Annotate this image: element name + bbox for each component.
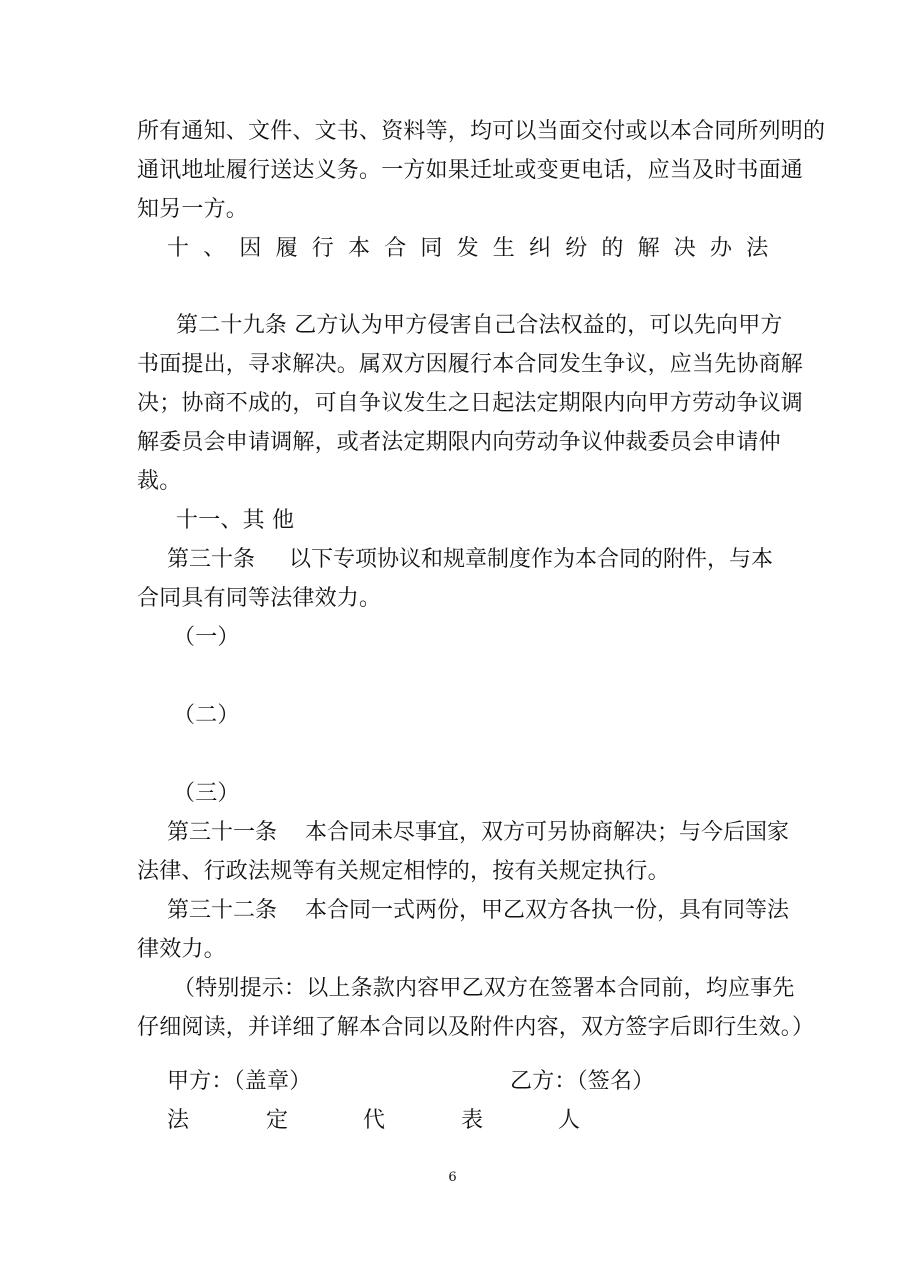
special-note-line-2: 仔细阅读，并详细了解本合同以及附件内容，双方签字后即行生效。） <box>137 1015 815 1040</box>
article-29-line-5: 裁。 <box>137 469 182 494</box>
article-29-line-1: 第二十九条 乙方认为甲方侵害自己合法权益的，可以先向甲方 <box>176 313 783 338</box>
legal-rep-char-1: 法 <box>167 1108 190 1133</box>
article-30-line-1 <box>167 545 773 575</box>
article-32-line-2: 律效力。 <box>137 937 226 962</box>
special-note-line-1: （特别提示：以上条款内容甲乙双方在签署本合同前，均应事先 <box>173 976 795 1001</box>
attachment-item-3: （三） <box>173 781 240 806</box>
section-eleven-heading: 十一、其 他 <box>176 508 295 533</box>
article-29-line-3: 决；协商不成的，可自争议发生之日起法定期限内向甲方劳动争议调 <box>137 391 804 416</box>
article-32-text: 本合同一式两份，甲乙双方各执一份，具有同等法 <box>305 898 790 923</box>
article-32-line-1 <box>167 896 789 926</box>
article-31-line-2: 法律、行政法规等有关规定相悖的，按有关规定执行。 <box>137 859 670 884</box>
article-29-line-2: 书面提出，寻求解决。属双方因履行本合同发生争议，应当先协商解 <box>137 352 804 377</box>
legal-rep-char-5: 人 <box>558 1108 581 1133</box>
article-30-text: 以下专项协议和规章制度作为本合同的附件，与本 <box>289 547 774 572</box>
continuation-line-2: 通讯地址履行送达义务。一方如果迁址或变更电话，应当及时书面通 <box>137 158 804 183</box>
article-30-label: 第三十条 <box>167 547 256 572</box>
continuation-line-1: 所有通知、文件、文书、资料等，均可以当面交付或以本合同所列明的 <box>137 119 826 144</box>
party-a-signature-label: 甲方：（盖章） <box>167 1069 312 1094</box>
article-31-line-1 <box>167 818 789 848</box>
legal-rep-char-2: 定 <box>266 1108 289 1133</box>
section-ten-heading: 十、因履行本合同发生纠纷的解决办法 <box>167 236 783 261</box>
page-number: 6 <box>448 1170 457 1185</box>
attachment-item-1: （一） <box>173 625 240 650</box>
legal-rep-char-4: 表 <box>461 1108 484 1133</box>
legal-rep-char-3: 代 <box>363 1108 386 1133</box>
attachment-item-2: （二） <box>173 703 240 728</box>
article-30-line-2: 合同具有同等法律效力。 <box>137 586 382 611</box>
article-31-label: 第三十一条 <box>167 820 278 845</box>
continuation-line-3: 知另一方。 <box>137 197 249 222</box>
party-b-signature-label: 乙方：（签名） <box>510 1069 655 1094</box>
article-31-text: 本合同未尽事宜，双方可另协商解决；与今后国家 <box>305 820 790 845</box>
article-32-label: 第三十二条 <box>167 898 278 923</box>
article-29-line-4: 解委员会申请调解，或者法定期限内向劳动争议仲裁委员会申请仲 <box>137 430 781 455</box>
